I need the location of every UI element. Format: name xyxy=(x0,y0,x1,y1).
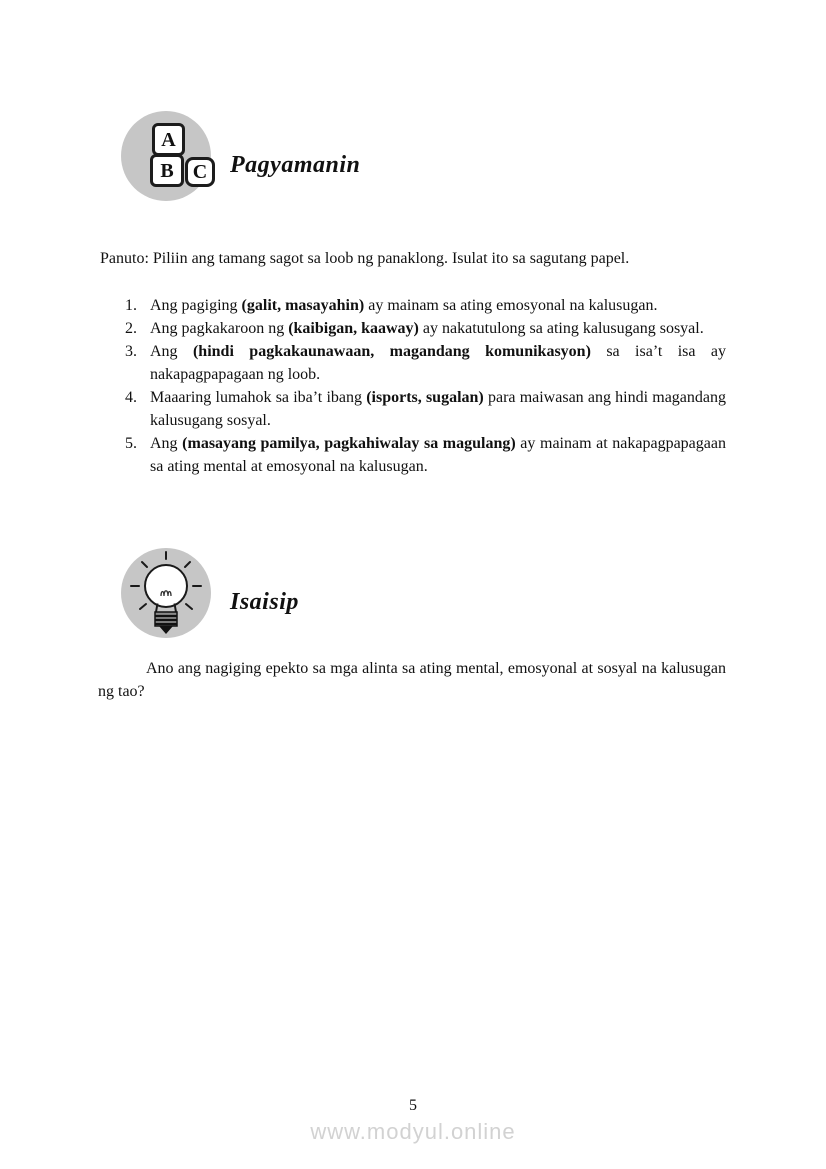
list-item-number: 3. xyxy=(125,343,137,360)
section-title-isaisip: Isaisip xyxy=(230,589,299,615)
abc-block-b xyxy=(150,154,184,187)
abc-block-letter: C xyxy=(192,161,208,183)
abc-block-letter: A xyxy=(161,128,176,151)
isaisip-question: Ano ang nagiging epekto sa mga alinta sa ating mental, emosyonal at sosyal na kalusugan ng tao? xyxy=(98,660,726,700)
list-item-number: 5. xyxy=(125,435,137,452)
item-text: Ang pagkakaroon ng xyxy=(150,320,289,337)
list-item xyxy=(100,386,726,432)
item-text: Maaaring lumahok sa iba’t ibang xyxy=(150,389,367,406)
item-text: para maiwasan ang hindi magandang kalusugang sosyal. xyxy=(150,389,727,429)
list-item xyxy=(100,432,726,478)
lightbulb-icon xyxy=(121,548,211,638)
answer-choices: (kaibigan, kaaway) xyxy=(288,320,419,337)
isaisip-header xyxy=(121,548,641,640)
pagyamanin-header xyxy=(121,111,641,203)
lightbulb-glyph xyxy=(121,548,211,638)
list-item xyxy=(100,317,726,340)
item-text: Ang xyxy=(150,343,193,360)
answer-choices: (hindi pagkakaunawaan, magandang komunikasyon) xyxy=(192,343,591,360)
list-item-number: 1. xyxy=(125,297,137,314)
abc-block-a xyxy=(152,123,185,156)
item-text: ay mainam at nakapagpapagaan sa ating mental at emosyonal na kalusugan. xyxy=(150,435,726,475)
instructions-text: Panuto: Piliin ang tamang sagot sa loob ng panaklong. Isulat ito sa sagutang papel. xyxy=(100,250,630,267)
page-number: 5 xyxy=(409,1097,417,1114)
answer-choices: (galit, masayahin) xyxy=(241,297,365,314)
list-item xyxy=(100,340,726,386)
item-text: Ang xyxy=(150,435,183,452)
abc-blocks-icon xyxy=(121,111,211,201)
answer-choices: (masayang pamilya, pagkahiwalay sa magulang) xyxy=(182,435,516,452)
section-title-pagyamanin: Pagyamanin xyxy=(230,152,361,178)
item-text: Ang pagiging xyxy=(150,297,242,314)
list-item-number: 2. xyxy=(125,320,137,337)
watermark: www.modyul.online xyxy=(310,1119,516,1144)
abc-block-letter: B xyxy=(160,159,174,182)
item-text: sa isa’t isa ay nakapagpapagaan ng loob. xyxy=(150,343,726,383)
exercise-list xyxy=(100,294,726,478)
abc-block-c xyxy=(185,157,215,187)
answer-choices: (isports, sugalan) xyxy=(366,389,484,406)
item-text: ay nakatutulong sa ating kalusugang sosyal. xyxy=(418,320,704,337)
item-text: ay mainam sa ating emosyonal na kalusugan. xyxy=(364,297,658,314)
list-item-number: 4. xyxy=(125,389,137,406)
list-item xyxy=(100,294,726,317)
